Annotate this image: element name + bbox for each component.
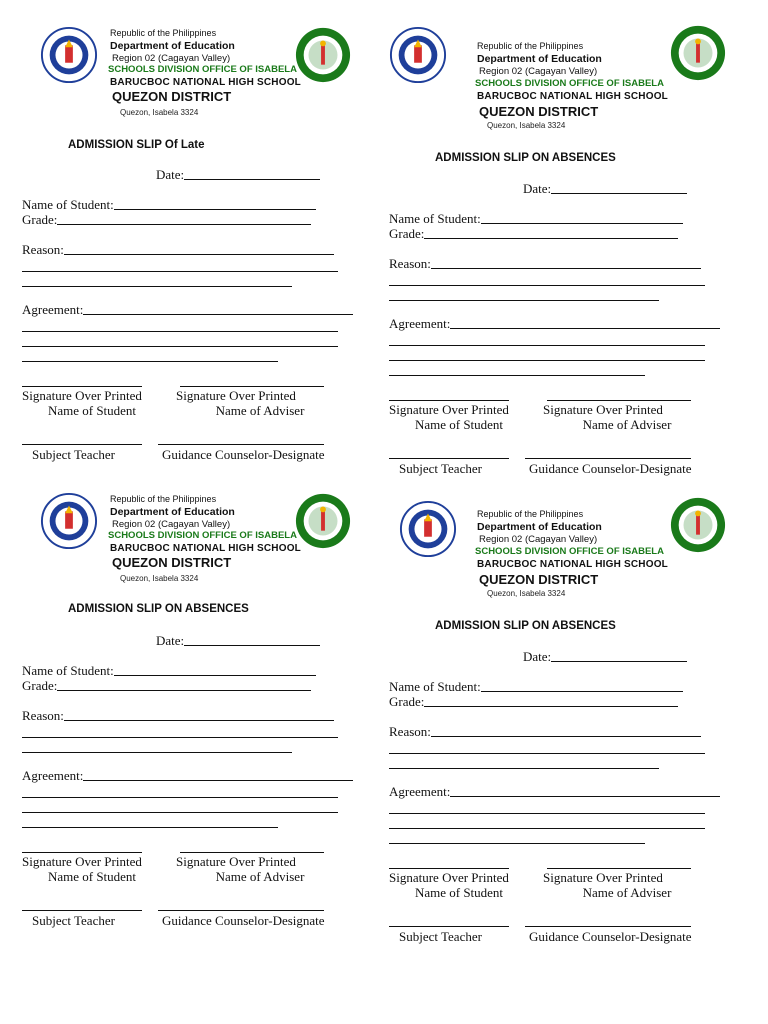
agreement-label: Agreement:: [389, 316, 451, 331]
date-label: Date:: [523, 181, 552, 196]
admission-slip-absences-2: [18, 490, 368, 960]
student-name-caption: Name of Student: [414, 885, 504, 900]
agreement-field[interactable]: [22, 768, 362, 783]
student-signature-caption: Signature Over Printed: [22, 388, 142, 403]
reason-line-2[interactable]: [22, 257, 338, 272]
student-signature-caption: Signature Over Printed: [389, 402, 509, 417]
grade-line[interactable]: [424, 694, 678, 707]
reason-line[interactable]: [431, 724, 701, 737]
agreement-line-3[interactable]: [389, 814, 705, 829]
header-department: Department of Education: [477, 521, 602, 533]
header-department: Department of Education: [110, 506, 235, 518]
student-name-field[interactable]: [389, 679, 729, 694]
date-label: Date:: [156, 633, 185, 648]
header-region: Region 02 (Cagayan Valley): [479, 534, 598, 545]
student-name-line[interactable]: [481, 211, 683, 224]
agreement-line[interactable]: [450, 784, 720, 797]
header-district: QUEZON DISTRICT: [479, 104, 599, 119]
deped-seal-icon: [40, 26, 98, 84]
reason-field[interactable]: [22, 242, 362, 257]
agreement-line-4[interactable]: [389, 361, 645, 376]
date-line[interactable]: [184, 633, 320, 646]
subject-teacher-caption: Subject Teacher: [32, 913, 115, 928]
student-name-label: Name of Student:: [22, 663, 114, 678]
header-school: BARUCBOC NATIONAL HIGH SCHOOL: [477, 91, 668, 102]
admission-slip-absences-1: [385, 24, 735, 494]
student-name-caption: Name of Student: [414, 417, 504, 432]
agreement-label: Agreement:: [22, 302, 84, 317]
header-school: BARUCBOC NATIONAL HIGH SCHOOL: [110, 543, 301, 554]
adviser-signature-line[interactable]: [180, 852, 324, 853]
agreement-field[interactable]: [389, 784, 729, 799]
grade-label: Grade:: [22, 212, 58, 227]
agreement-line-2[interactable]: [389, 799, 705, 814]
division-seal-icon: [294, 492, 352, 550]
grade-field[interactable]: [389, 694, 729, 709]
agreement-line-4[interactable]: [22, 347, 278, 362]
slip-title: ADMISSION SLIP ON ABSENCES: [435, 620, 616, 632]
guidance-line[interactable]: [158, 910, 324, 911]
agreement-line[interactable]: [83, 302, 353, 315]
adviser-name-caption: Name of Adviser: [582, 885, 672, 900]
guidance-caption: Guidance Counselor-Designate: [162, 447, 325, 462]
header-address: Quezon, Isabela 3324: [120, 574, 199, 583]
reason-line-3[interactable]: [22, 738, 292, 753]
header-district: QUEZON DISTRICT: [479, 572, 599, 587]
header-department: Department of Education: [477, 53, 602, 65]
header-address: Quezon, Isabela 3324: [120, 108, 199, 117]
reason-line-2[interactable]: [389, 271, 705, 286]
header-school: BARUCBOC NATIONAL HIGH SCHOOL: [110, 77, 301, 88]
date-line[interactable]: [551, 181, 687, 194]
guidance-line[interactable]: [158, 444, 324, 445]
agreement-label: Agreement:: [22, 768, 84, 783]
admission-slip-absences-3: [385, 492, 735, 962]
agreement-line-3[interactable]: [22, 332, 338, 347]
student-name-field[interactable]: [389, 211, 729, 226]
reason-line[interactable]: [431, 256, 701, 269]
adviser-signature-line[interactable]: [180, 386, 324, 387]
subject-teacher-line[interactable]: [22, 444, 142, 445]
student-signature-line[interactable]: [22, 386, 142, 387]
agreement-line[interactable]: [83, 768, 353, 781]
admission-slip-late: [18, 24, 368, 494]
division-seal-icon: [294, 26, 352, 84]
student-name-line[interactable]: [481, 679, 683, 692]
header-school: BARUCBOC NATIONAL HIGH SCHOOL: [477, 559, 668, 570]
grade-line[interactable]: [57, 678, 311, 691]
reason-field[interactable]: [389, 724, 729, 739]
adviser-signature-caption: Signature Over Printed: [176, 854, 296, 869]
adviser-name-caption: Name of Adviser: [582, 417, 672, 432]
student-name-field[interactable]: [22, 197, 362, 212]
header-region: Region 02 (Cagayan Valley): [112, 53, 231, 64]
agreement-line-4[interactable]: [389, 829, 645, 844]
reason-label: Reason:: [389, 256, 431, 271]
header-department: Department of Education: [110, 40, 235, 52]
slip-form: [389, 649, 729, 944]
header-republic: Republic of the Philippines: [477, 41, 584, 51]
adviser-signature-caption: Signature Over Printed: [543, 402, 663, 417]
header-division: SCHOOLS DIVISION OFFICE OF ISABELA: [108, 64, 297, 75]
adviser-name-caption: Name of Adviser: [215, 869, 305, 884]
slip-title: ADMISSION SLIP Of Late: [68, 139, 205, 151]
student-name-line[interactable]: [114, 197, 316, 210]
subject-teacher-line[interactable]: [22, 910, 142, 911]
guidance-line[interactable]: [525, 926, 691, 927]
guidance-caption: Guidance Counselor-Designate: [162, 913, 325, 928]
reason-label: Reason:: [22, 708, 64, 723]
student-signature-line[interactable]: [22, 852, 142, 853]
agreement-line-2[interactable]: [22, 783, 338, 798]
student-signature-caption: Signature Over Printed: [22, 854, 142, 869]
header-district: QUEZON DISTRICT: [112, 89, 232, 104]
student-name-label: Name of Student:: [22, 197, 114, 212]
adviser-signature-caption: Signature Over Printed: [176, 388, 296, 403]
adviser-signature-line[interactable]: [547, 400, 691, 401]
division-seal-icon: [669, 496, 727, 554]
date-field[interactable]: [523, 181, 729, 196]
student-name-line[interactable]: [114, 663, 316, 676]
agreement-line[interactable]: [450, 316, 720, 329]
reason-field[interactable]: [389, 256, 729, 271]
adviser-signature-caption: Signature Over Printed: [543, 870, 663, 885]
header-division: SCHOOLS DIVISION OFFICE OF ISABELA: [475, 546, 664, 557]
student-name-caption: Name of Student: [47, 403, 137, 418]
guidance-line[interactable]: [525, 458, 691, 459]
reason-line[interactable]: [64, 708, 334, 721]
agreement-line-3[interactable]: [22, 798, 338, 813]
deped-seal-icon: [389, 26, 447, 84]
deped-seal-icon: [399, 500, 457, 558]
agreement-label: Agreement:: [389, 784, 451, 799]
subject-teacher-caption: Subject Teacher: [399, 461, 482, 476]
grade-label: Grade:: [389, 226, 425, 241]
reason-line-3[interactable]: [389, 754, 659, 769]
grade-field[interactable]: [22, 678, 362, 693]
date-field[interactable]: [523, 649, 729, 664]
reason-field[interactable]: [22, 708, 362, 723]
division-seal-icon: [669, 24, 727, 82]
grade-line[interactable]: [57, 212, 311, 225]
header-division: SCHOOLS DIVISION OFFICE OF ISABELA: [475, 78, 664, 89]
header-district: QUEZON DISTRICT: [112, 555, 232, 570]
date-field[interactable]: [156, 633, 362, 648]
reason-line-2[interactable]: [389, 739, 705, 754]
student-signature-caption: Signature Over Printed: [389, 870, 509, 885]
subject-teacher-line[interactable]: [389, 926, 509, 927]
reason-label: Reason:: [389, 724, 431, 739]
date-label: Date:: [156, 167, 185, 182]
grade-field[interactable]: [389, 226, 729, 241]
header-region: Region 02 (Cagayan Valley): [112, 519, 231, 530]
agreement-field[interactable]: [22, 302, 362, 317]
subject-teacher-caption: Subject Teacher: [32, 447, 115, 462]
student-name-label: Name of Student:: [389, 211, 481, 226]
reason-label: Reason:: [22, 242, 64, 257]
slip-title: ADMISSION SLIP ON ABSENCES: [435, 152, 616, 164]
header-republic: Republic of the Philippines: [110, 494, 217, 504]
header-region: Region 02 (Cagayan Valley): [479, 66, 598, 77]
adviser-name-caption: Name of Adviser: [215, 403, 305, 418]
student-signature-line[interactable]: [389, 400, 509, 401]
subject-teacher-line[interactable]: [389, 458, 509, 459]
agreement-line-2[interactable]: [22, 317, 338, 332]
date-label: Date:: [523, 649, 552, 664]
date-line[interactable]: [184, 167, 320, 180]
reason-line-2[interactable]: [22, 723, 338, 738]
slip-title: ADMISSION SLIP ON ABSENCES: [68, 603, 249, 615]
grade-field[interactable]: [22, 212, 362, 227]
reason-line[interactable]: [64, 242, 334, 255]
guidance-caption: Guidance Counselor-Designate: [529, 461, 692, 476]
date-field[interactable]: [156, 167, 362, 182]
slip-form: [22, 633, 362, 928]
grade-label: Grade:: [389, 694, 425, 709]
agreement-line-3[interactable]: [389, 346, 705, 361]
agreement-field[interactable]: [389, 316, 729, 331]
reason-line-3[interactable]: [22, 272, 292, 287]
guidance-caption: Guidance Counselor-Designate: [529, 929, 692, 944]
slip-form: [22, 167, 362, 462]
slip-form: [389, 181, 729, 476]
header-republic: Republic of the Philippines: [110, 28, 217, 38]
header-division: SCHOOLS DIVISION OFFICE OF ISABELA: [108, 530, 297, 541]
agreement-line-2[interactable]: [389, 331, 705, 346]
student-name-field[interactable]: [22, 663, 362, 678]
reason-line-3[interactable]: [389, 286, 659, 301]
deped-seal-icon: [40, 492, 98, 550]
subject-teacher-caption: Subject Teacher: [399, 929, 482, 944]
grade-label: Grade:: [22, 678, 58, 693]
student-signature-line[interactable]: [389, 868, 509, 869]
agreement-line-4[interactable]: [22, 813, 278, 828]
header-address: Quezon, Isabela 3324: [487, 121, 566, 130]
date-line[interactable]: [551, 649, 687, 662]
student-name-label: Name of Student:: [389, 679, 481, 694]
grade-line[interactable]: [424, 226, 678, 239]
header-address: Quezon, Isabela 3324: [487, 589, 566, 598]
adviser-signature-line[interactable]: [547, 868, 691, 869]
header-republic: Republic of the Philippines: [477, 509, 584, 519]
student-name-caption: Name of Student: [47, 869, 137, 884]
